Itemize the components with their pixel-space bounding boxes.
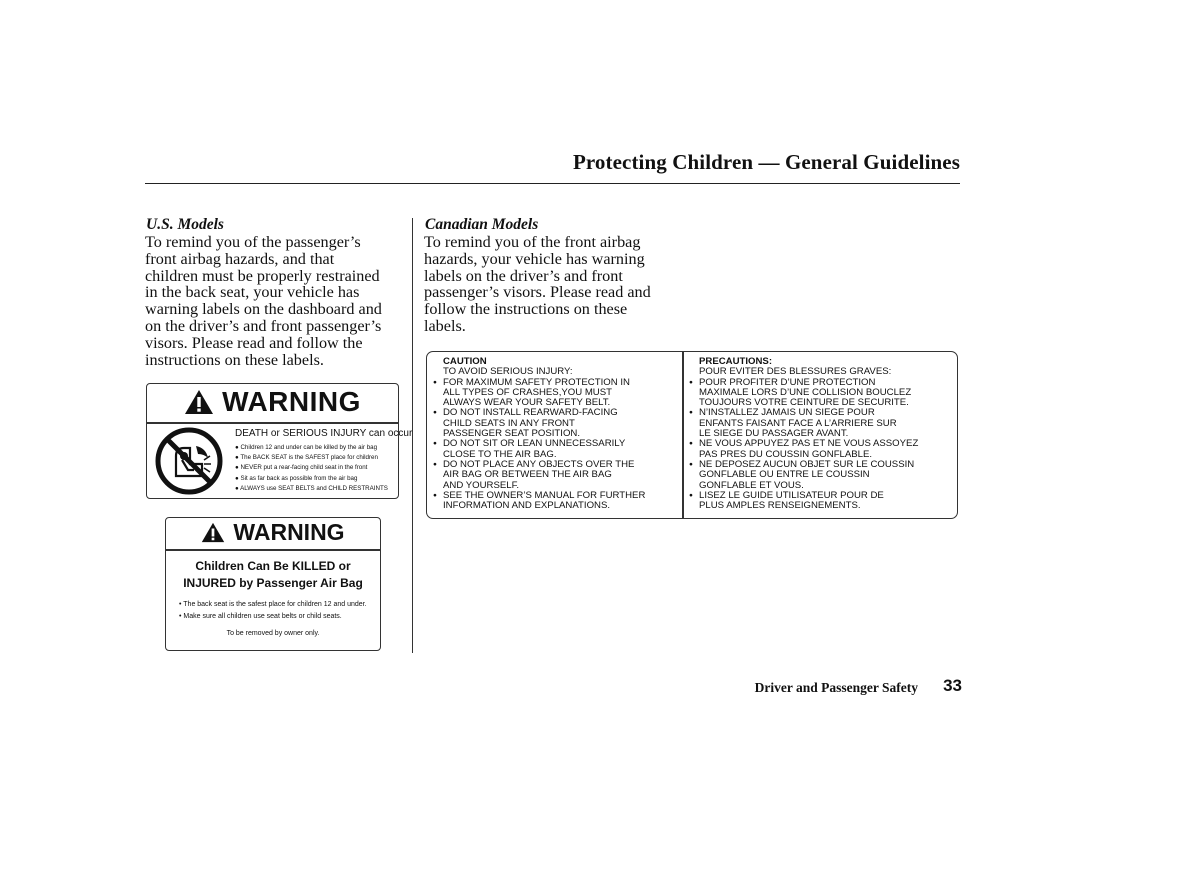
header-rule [145,183,960,184]
warning-subheading: DEATH or SERIOUS INJURY can occur [235,428,413,439]
caution-item-line: CHILD SEATS IN ANY FRONT [443,417,575,429]
us-line: warning labels on the dashboard and [145,300,382,319]
warning-text-block [235,428,413,494]
label-divider [147,422,398,424]
warning-bullet: ● The BACK SEAT is the SAFEST place for children [235,454,378,462]
warning-heading: WARNING [233,519,345,545]
precautions-item-line: PAS PRES DU COUSSIN GONFLABLE. [699,448,873,460]
warning-heading: WARNING [222,386,361,417]
us-models-paragraph [145,234,382,368]
removal-note: To be removed by owner only. [226,630,320,637]
warning-bullets [179,599,379,623]
caution-item: ● SEE THE OWNER’S MANUAL FOR FURTHER [433,491,678,501]
caution-item: ● DO NOT SIT OR LEAN UNNECESSARILY [433,439,678,449]
caution-intro: TO AVOID SERIOUS INJURY: [443,366,573,378]
warning-bullet: • Make sure all children use seat belts or child seats. [179,613,342,620]
canada-line: passenger’s visors. Please read and [424,283,651,302]
precautions-title: PRECAUTIONS: [699,356,773,367]
warning-bullet: ● Children 12 and under can be killed by the air bag [235,444,378,451]
precautions-item-line: GONFLABLE OU ENTRE LE COUSSIN [699,469,870,481]
caution-item: ● FOR MAXIMUM SAFETY PROTECTION IN [433,378,678,388]
canada-line: labels on the driver’s and front [424,266,623,285]
warning-header [147,384,398,420]
us-line: instructions on these labels. [145,350,324,369]
warning-bullet: ● Sit as far back as possible from the air bag [235,474,358,482]
warning-bullet: • The back seat is the safest place for children 12 and under. [179,601,367,608]
caution-item: ● DO NOT PLACE ANY OBJECTS OVER THE [433,460,678,470]
page-title: Protecting Children — General Guidelines [572,150,960,174]
canadian-models-heading: Canadian Models [425,216,539,233]
caution-title: CAUTION [443,356,487,367]
caution-item: ● DO NOT INSTALL REARWARD-FACING [433,408,678,418]
us-line: visors. Please read and follow the [145,333,363,352]
precautions-item-line: LE SIEGE DU PASSAGER AVANT. [699,428,849,440]
precautions-item: ● POUR PROFITER D’UNE PROTECTION [689,378,954,388]
label-divider [682,352,684,518]
warning-triangle-icon [184,389,214,415]
caution-item-line: AND YOURSELF. [443,479,520,491]
precautions-item-line: ENFANTS FAISANT FACE A L’ARRIERE SUR [699,417,897,429]
canadian-models-paragraph [424,234,651,335]
page-number: 33 [943,676,962,695]
canada-line: labels. [424,316,466,335]
caution-item-line: PASSENGER SEAT POSITION. [443,428,581,440]
us-line: To remind you of the passenger’s [145,233,361,251]
us-line: children must be properly restrained [145,266,380,285]
caution-item-line: INFORMATION AND EXPLANATIONS. [443,500,611,512]
canada-line: follow the instructions on these [424,300,628,319]
caution-item-line: AIR BAG OR BETWEEN THE AIR BAG [443,469,612,481]
dashboard-warning-label [146,383,413,499]
precautions-item: ● LISEZ LE GUIDE UTILISATEUR POUR DE [689,491,954,501]
precautions-item-line: PLUS AMPLES RENSEIGNEMENTS. [699,500,861,512]
caution-english [433,357,678,511]
precautions-item-line: TOUJOURS VOTRE CEINTURE DE SECURITE. [699,397,909,409]
column-divider [412,218,413,653]
us-models-heading: U.S. Models [146,216,224,233]
precautions-item: ● N’INSTALLEZ JAMAIS UN SIEGE POUR [689,408,954,418]
us-line: in the back seat, your vehicle has [145,283,360,302]
canada-line: hazards, your vehicle has warning [424,249,645,268]
warning-header [166,518,380,547]
warning-main-line: Children Can Be KILLED or [195,559,351,573]
visor-warning-label [165,517,381,651]
footer-section-title: Driver and Passenger Safety [754,680,918,695]
caution-item-line: ALL TYPES OF CRASHES,YOU MUST [443,386,612,398]
warning-main-text [166,558,380,592]
warning-triangle-icon [201,522,225,543]
precautions-intro: POUR EVITER DES BLESSURES GRAVES: [699,366,892,378]
warning-main-line: INJURED by Passenger Air Bag [183,576,363,590]
warning-bullet: ● NEVER put a rear-facing child seat in the front [235,464,368,472]
caution-item-line: ALWAYS WEAR YOUR SAFETY BELT. [443,397,611,409]
caution-french [689,357,954,511]
precautions-item: ● NE DEPOSEZ AUCUN OBJET SUR LE COUSSIN [689,460,954,470]
precautions-item-line: MAXIMALE LORS D’UNE COLLISION BOUCLEZ [699,386,912,398]
canada-line: To remind you of the front airbag [424,233,641,251]
label-divider [166,549,380,551]
us-line: front airbag hazards, and that [145,249,335,268]
no-rear-facing-child-seat-icon [154,426,224,496]
canadian-caution-label [426,351,958,519]
warning-bullet: ● ALWAYS use SEAT BELTS and CHILD RESTRAINTS [235,484,388,492]
caution-item-line: CLOSE TO THE AIR BAG. [443,448,557,460]
precautions-item: ● NE VOUS APPUYEZ PAS ET NE VOUS ASSOYEZ [689,439,954,449]
precautions-item-line: GONFLABLE ET VOUS. [699,479,804,491]
us-line: on the driver’s and front passenger’s [145,316,382,335]
